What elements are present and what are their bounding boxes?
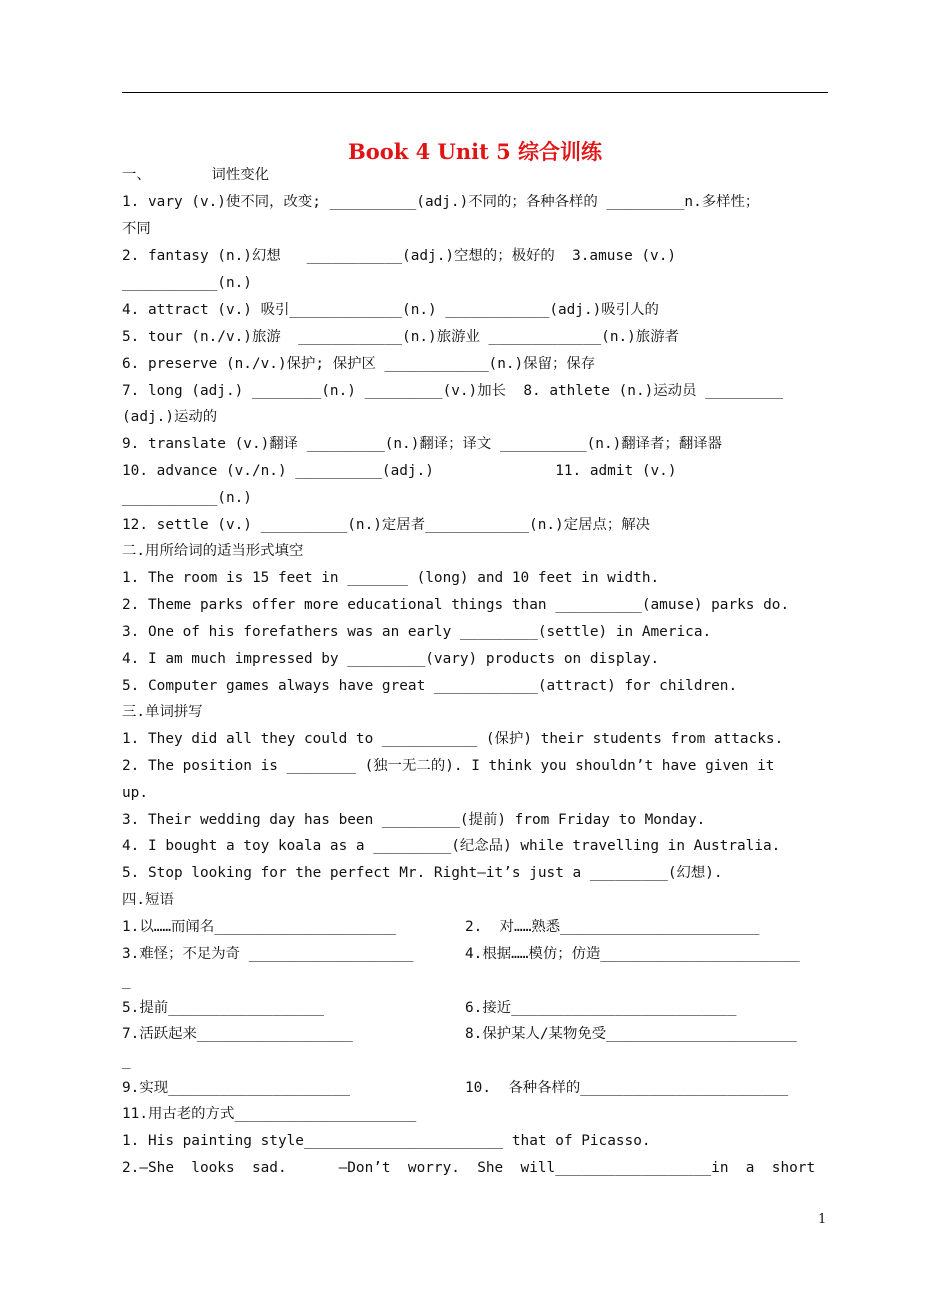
exercise-line: 2. The position is ________ (独一无二的). I think you shouldn’t have given it	[122, 758, 775, 774]
sentence-line: 2.—She looks sad. —Don’t worry. She will__________________in a short	[122, 1160, 816, 1176]
exercise-line: 1. The room is 15 feet in _______ (long) and 10 feet in width.	[122, 570, 660, 586]
exercise-line: ___________(n.)	[122, 490, 252, 506]
wrap-mark: _	[122, 973, 131, 989]
wrap-mark: _	[122, 1053, 131, 1069]
phrase-item: 7.活跃起来__________________	[122, 1026, 353, 1042]
exercise-line: 不同	[122, 221, 151, 237]
phrase-item: 8.保护某人/某物免受______________________	[465, 1026, 797, 1042]
page-title: Book 4 Unit 5 综合训练	[347, 139, 603, 164]
section-heading: 四.短语	[122, 892, 174, 908]
exercise-line: 4. I bought a toy koala as a _________(纪念品) while travelling in Australia.	[122, 838, 781, 854]
section-heading: 二.用所给词的适当形式填空	[122, 543, 304, 559]
exercise-line: 7. long (adj.) ________(n.) _________(v.)加长 8. athlete (n.)运动员 _________	[122, 383, 784, 399]
phrase-item: 4.根据……模仿；仿造_______________________	[465, 946, 800, 962]
exercise-line: 3. One of his forefathers was an early _________(settle) in America.	[122, 624, 712, 640]
exercise-line: 12. settle (v.) __________(n.)定居者____________(n.)定居点；解决	[122, 517, 651, 533]
page-number: 1	[818, 1212, 827, 1227]
section-heading: 一、 词性变化	[122, 167, 269, 183]
header-rule	[122, 92, 828, 93]
exercise-line: 10. advance (v./n.) __________(adj.) 11. admit (v.)	[122, 463, 677, 479]
phrase-item: 5.提前__________________	[122, 1000, 325, 1016]
exercise-line: 3. Their wedding day has been _________(提前) from Friday to Monday.	[122, 812, 706, 828]
sentence-line: 1. His painting style_______________________ that of Picasso.	[122, 1133, 651, 1149]
phrase-item: 11.用古老的方式_____________________	[122, 1106, 417, 1122]
phrase-item: 3.难怪；不足为奇 ___________________	[122, 946, 414, 962]
phrase-item: 6.接近__________________________	[465, 1000, 737, 1016]
phrase-item: 1.以……而闻名_____________________	[122, 919, 397, 935]
phrase-item: 2. 对……熟悉_______________________	[465, 919, 760, 935]
exercise-line: 2. fantasy (n.)幻想 ___________(adj.)空想的；极好的 3.amuse (v.)	[122, 248, 677, 264]
exercise-line: 2. Theme parks offer more educational things than __________(amuse) parks do.	[122, 597, 790, 613]
exercise-line: 5. Stop looking for the perfect Mr. Right—it’s just a _________(幻想).	[122, 865, 723, 881]
exercise-line: (adj.)运动的	[122, 409, 218, 425]
exercise-line: 4. attract (v.) 吸引_____________(n.) ____________(adj.)吸引人的	[122, 302, 659, 318]
exercise-line: 1. They did all they could to ___________ (保护) their students from attacks.	[122, 731, 784, 747]
exercise-line: 5. tour (n./v.)旅游 ____________(n.)旅游业 _____________(n.)旅游者	[122, 329, 679, 345]
exercise-line: ___________(n.)	[122, 275, 252, 291]
phrase-item: 9.实现_____________________	[122, 1080, 351, 1096]
exercise-line: 1. vary (v.)使不同，改变; __________(adj.)不同的；各种各样的 _________n.多样性；	[122, 194, 760, 210]
exercise-line: up.	[122, 785, 148, 801]
phrase-item: 10. 各种各样的________________________	[465, 1080, 789, 1096]
exercise-line: 5. Computer games always have great ____________(attract) for children.	[122, 678, 738, 694]
exercise-line: 4. I am much impressed by _________(vary) products on display.	[122, 651, 660, 667]
exercise-line: 6. preserve (n./v.)保护; 保护区 ____________(n.)保留；保存	[122, 356, 596, 372]
section-heading: 三.单词拼写	[122, 704, 203, 720]
exercise-line: 9. translate (v.)翻译 _________(n.)翻译；译文 __________(n.)翻译者；翻译器	[122, 436, 723, 452]
